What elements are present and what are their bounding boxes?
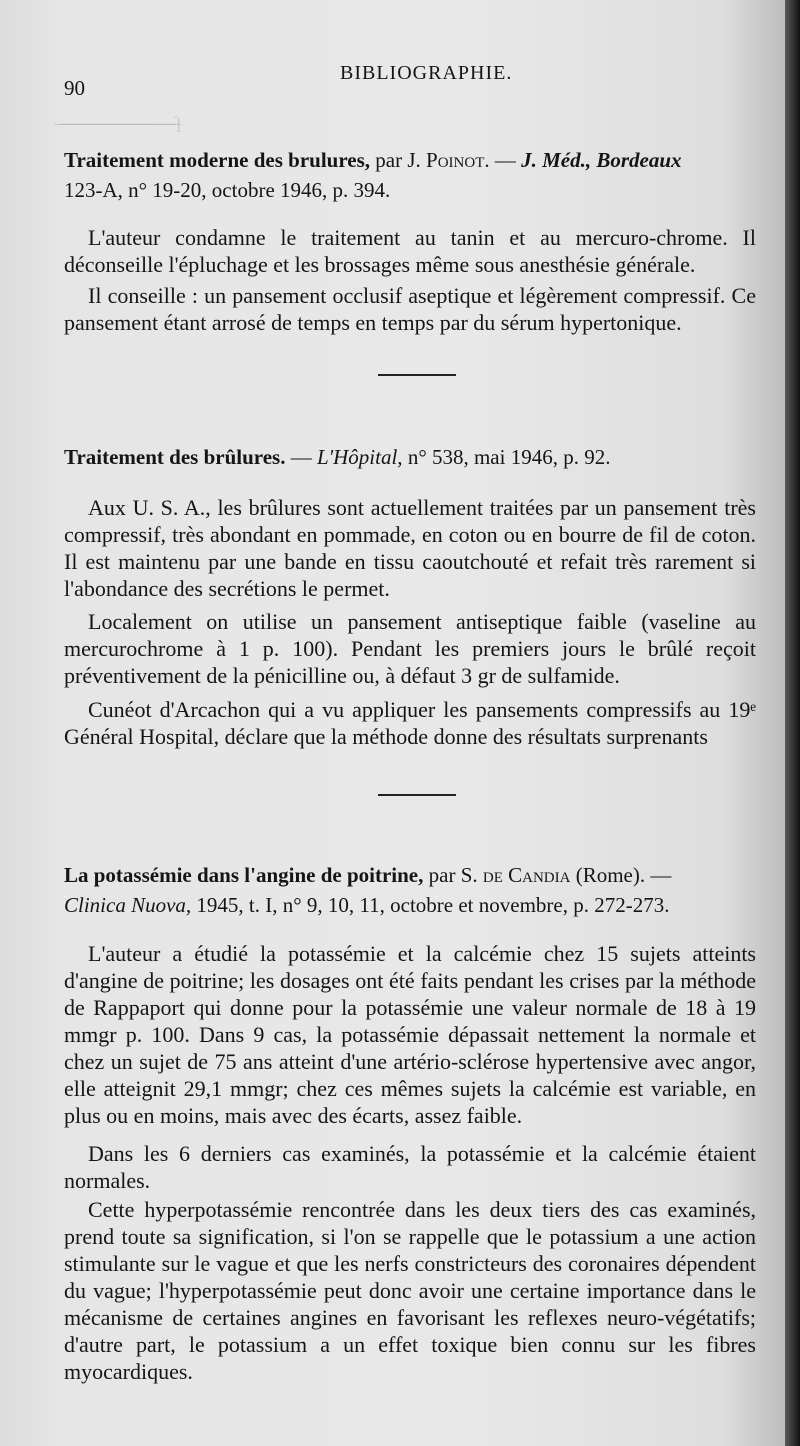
entry-1-journal: J. Méd., Bordeaux [521, 148, 682, 172]
entry-3-author: de Candia [482, 863, 571, 887]
entry-2-citation: n° 538, mai 1946, p. 92. [402, 445, 611, 469]
entry-1-author: J. Poinot. [407, 148, 490, 172]
entry-2-paragraph-2: Localement on utilise un pansement antiseptique faible (vaseline au mercurochrome à 1 p. 100). Pendant les premiers jours le brûlé reçoit préventivement de la pénicilline ou, à défaut 3 gr de sulfamide. [64, 609, 756, 688]
entry-1-paragraph-2: Il conseille : un pansement occlusif aseptique et légèrement compressif. Ce pansement étant arrosé de temps en temps par du sérum hypertonique. [64, 283, 756, 335]
separator-rule [378, 374, 456, 376]
entry-2-heading: Traitement des brûlures. — L'Hôpital, n° 538, mai 1946, p. 92. [64, 445, 611, 469]
running-title: BIBLIOGRAPHIE. [340, 62, 513, 84]
page-edge-shadow [785, 0, 800, 1446]
separator-rule [378, 794, 456, 796]
page-number: 90 [64, 76, 85, 100]
entry-2-paragraph-3: Cunéot d'Arcachon qui a vu appliquer les pansements compressifs au 19ᵉ Général Hospital, déclare que la méthode donne des résultats surprenants [64, 697, 756, 749]
entry-3-title: La potassémie dans l'angine de poitrine, [64, 863, 424, 887]
show-through-text: ſ̶ ̶ ̶ ̶ ̶ ̶ ̶ ̶ ̶ ̶ ̶ ̶ ̶ ̶ ̶ ̶ ̶ ̶ ̶ ̶ ̶ ̶ [60, 112, 182, 137]
entry-3-paragraph-2: Dans les 6 derniers cas examinés, la potassémie et la calcémie étaient normales. [64, 1141, 756, 1193]
entry-1-heading: Traitement moderne des brulures, par J. Poinot. — J. Méd., Bordeaux 123-A, n° 19-20, octobre 1946, p. 394. [64, 148, 682, 202]
entry-3-paragraph-3: Cette hyperpotassémie rencontrée dans les deux tiers des cas examinés, prend toute sa signification, si l'on se rappelle que le potassium a une action stimulante sur le vague et que les nerfs constricteurs des coronaires dépendent du vague; l'hyperpotassémie peut donc avoir une certaine importance dans le mécanisme de certaines angines en favorisant les reflexes neuro-végétatifs; d'autre part, le potassium a un effet toxique bien connu sur les fibres myocardiques. [64, 1197, 756, 1384]
entry-3-paragraph-1: L'auteur a étudié la potassémie et la calcémie chez 15 sujets atteints d'angine de poitrine; les dosages ont été faits pendant les crises par la méthode de Rappaport qui donne pour la potassémie une valeur normale de 18 à 19 mmgr p. 100. Dans 9 cas, la potassémie dépassait nettement la normale et chez un sujet de 75 ans atteint d'une artério-sclérose hypertensive avec angor, elle atteignit 29,1 mmgr; chez ces mêmes sujets la calcémie est variable, en plus ou en moins, mais avec des écarts, assez faible. [64, 941, 756, 1128]
entry-3-heading: La potassémie dans l'angine de poitrine, par S. de Candia (Rome). — Clinica Nuova, 1945, t. I, n° 9, 10, 11, octobre et novembre, p. 272-273. [64, 863, 672, 917]
entry-3-journal: Clinica Nuova, [64, 893, 192, 917]
entry-1-title: Traitement moderne des brulures, [64, 148, 371, 172]
entry-1-citation: 123-A, n° 19-20, octobre 1946, p. 394. [64, 178, 391, 202]
entry-2-paragraph-1: Aux U. S. A., les brûlures sont actuellement traitées par un pansement très compressif, très abondant en pommade, en coton ou en bourre de fil de coton. Il est maintenu par une bande en tissu caoutchouté et refait très rarement si l'abondance des secrétions le permet. [64, 495, 756, 601]
entry-2-title: Traitement des brûlures. [64, 445, 286, 469]
entry-3-citation: 1945, t. I, n° 9, 10, 11, octobre et novembre, p. 272-273. [191, 893, 670, 917]
entry-1-paragraph-1: L'auteur condamne le traitement au tanin et au mercuro-chrome. Il déconseille l'épluchage et les brossages même sous anesthésie générale. [64, 225, 756, 277]
entry-2-journal: L'Hôpital, [316, 445, 403, 469]
